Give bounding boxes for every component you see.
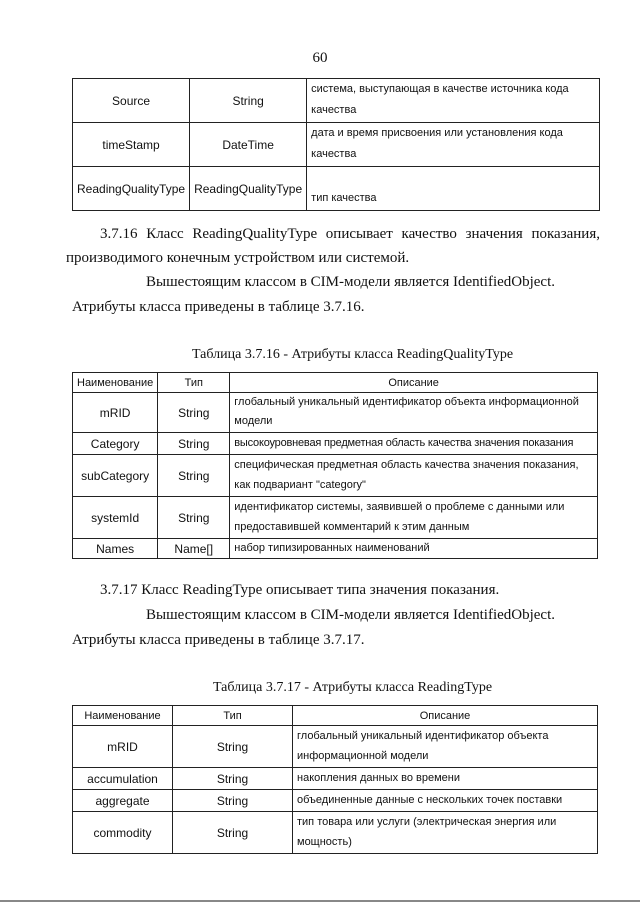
table-row (73, 790, 598, 812)
attr-desc: тип качества (307, 167, 600, 211)
paragraph-line: производимого конечным устройством или системой. (66, 250, 410, 266)
page-number: 60 (312, 50, 328, 66)
attr-desc: специфическая предметная область качества значения показания, как подвариант "category" (230, 455, 598, 497)
attr-desc: высокоуровневая предметная область качества значения показания (230, 433, 598, 455)
table-row (73, 455, 598, 497)
attr-type: String (190, 79, 307, 123)
attr-name: systemId (73, 497, 158, 539)
attr-name: commodity (73, 812, 173, 854)
attr-type: ReadingQualityType (190, 167, 307, 211)
header-name: Наименование (73, 373, 158, 393)
attr-desc: система, выступающая в качестве источника кода качества (307, 79, 600, 123)
attr-name: accumulation (73, 768, 173, 790)
table-header-row (73, 373, 598, 393)
attr-name: Names (73, 539, 158, 559)
attr-type: String (173, 726, 293, 768)
table-row (73, 123, 600, 167)
attr-name: mRID (73, 393, 158, 433)
attr-desc: дата и время присвоения или установления кода качества (307, 123, 600, 167)
table-row (73, 167, 600, 211)
attr-desc: накопления данных во времени (293, 768, 598, 790)
table-3717 (72, 705, 598, 854)
attr-type: Name[] (158, 539, 230, 559)
attr-name: Category (73, 433, 158, 455)
attr-desc: объединенные данные с нескольких точек поставки (293, 790, 598, 812)
parent-class-text: Вышестоящим классом в CIM-модели является IdentifiedObject. (146, 607, 556, 623)
attr-type: String (158, 433, 230, 455)
table-row (73, 79, 600, 123)
paragraph-3717: 3.7.17 Класс ReadingType описывает типа значения показания. (100, 582, 500, 598)
attr-type: DateTime (190, 123, 307, 167)
attr-name: timeStamp (73, 123, 190, 167)
page-bottom-edge (0, 900, 640, 902)
attr-desc: набор типизированных наименований (230, 539, 598, 559)
table-row (73, 812, 598, 854)
table-caption: Таблица 3.7.17 - Атрибуты класса ReadingType (212, 680, 493, 695)
attr-type: String (173, 790, 293, 812)
paragraph-line: 3.7.16 Класс ReadingQualityType описывает качество значения показания, (100, 226, 600, 242)
attr-type: String (173, 768, 293, 790)
attributes-ref-text: Атрибуты класса приведены в таблице 3.7.16. (72, 299, 365, 315)
header-name: Наименование (73, 706, 173, 726)
paragraph-3716 (66, 224, 600, 268)
attr-name: subCategory (73, 455, 158, 497)
table-caption: Таблица 3.7.16 - Атрибуты класса ReadingQualityType (191, 347, 514, 362)
attr-type: String (158, 393, 230, 433)
table-row (73, 393, 598, 433)
attr-desc: глобальный уникальный идентификатор объекта информационной модели (293, 726, 598, 768)
parent-class-text: Вышестоящим классом в CIM-модели является IdentifiedObject. (146, 274, 556, 290)
attr-desc: тип товара или услуги (электрическая энергия или мощность) (293, 812, 598, 854)
table-row (73, 539, 598, 559)
table-row (73, 433, 598, 455)
attr-name: ReadingQualityType (73, 167, 190, 211)
table-row (73, 768, 598, 790)
table-continued (72, 78, 600, 211)
attr-desc: глобальный уникальный идентификатор объекта информационной модели (230, 393, 598, 433)
header-type: Тип (173, 706, 293, 726)
attributes-ref-text: Атрибуты класса приведены в таблице 3.7.17. (72, 632, 365, 648)
attr-type: String (173, 812, 293, 854)
table-header-row (73, 706, 598, 726)
attr-type: String (158, 455, 230, 497)
table-row (73, 726, 598, 768)
header-desc: Описание (293, 706, 598, 726)
attr-name: aggregate (73, 790, 173, 812)
header-desc: Описание (230, 373, 598, 393)
attr-desc: идентификатор системы, заявившей о проблеме с данными или предоставившей комментарий к этим данным (230, 497, 598, 539)
header-type: Тип (158, 373, 230, 393)
attr-name: mRID (73, 726, 173, 768)
attr-type: String (158, 497, 230, 539)
attr-name: Source (73, 79, 190, 123)
table-3716 (72, 372, 598, 559)
table-row (73, 497, 598, 539)
